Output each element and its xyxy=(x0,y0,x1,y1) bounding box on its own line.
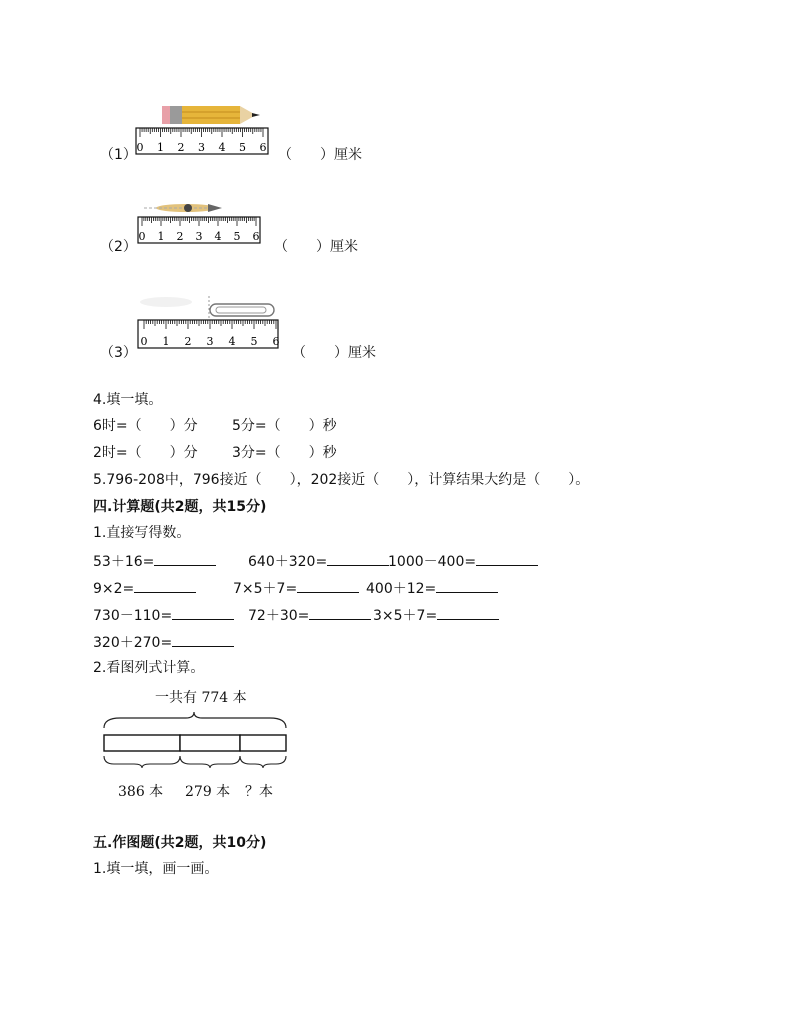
q5-text[interactable]: 5.796-208中，796接近（ ），202接近（ ），计算结果大约是（ ）。 xyxy=(93,472,590,488)
ruler-number: 2 xyxy=(184,335,192,348)
calc-row-2 xyxy=(93,578,196,598)
diagram-part-3: ？本 xyxy=(245,784,273,800)
ruler-number: 1 xyxy=(157,141,164,154)
diagram-part-1: 386 本 xyxy=(118,784,164,800)
ruler-number: 4 xyxy=(218,141,226,154)
calc-expr: 320＋270= xyxy=(93,635,173,651)
section-4-q2-title: 2.看图列式计算。 xyxy=(93,660,205,676)
bottom-brace xyxy=(240,756,286,768)
bar-diagram xyxy=(100,708,290,768)
pin-image xyxy=(144,204,222,212)
ruler xyxy=(138,320,280,348)
answer-blank[interactable] xyxy=(327,551,389,566)
answer-blank[interactable] xyxy=(154,551,216,566)
section-4-q1-title: 1.直接写得数。 xyxy=(93,525,191,541)
top-brace xyxy=(104,712,286,728)
item-1-answer[interactable]: （ ）厘米 xyxy=(278,147,362,163)
item-2-label: （2） xyxy=(100,239,137,255)
answer-blank[interactable] xyxy=(297,578,359,593)
bar-segment xyxy=(240,735,286,751)
answer-blank[interactable] xyxy=(134,578,196,593)
answer-blank[interactable] xyxy=(172,605,234,620)
ruler-number: 6 xyxy=(272,335,280,348)
calc-expr: 730－110= xyxy=(93,608,173,624)
answer-blank[interactable] xyxy=(476,551,538,566)
calc-expr: 1000－400= xyxy=(388,554,477,570)
calc-expr: 53＋16= xyxy=(93,554,155,570)
section-5-title: 五.作图题(共2题，共10分) xyxy=(93,835,267,851)
bottom-brace xyxy=(180,756,240,768)
ruler-number: 3 xyxy=(206,335,214,348)
bottom-brace xyxy=(104,756,180,768)
ruler-number: 5 xyxy=(233,230,241,243)
ruler xyxy=(138,217,260,243)
item-3-answer[interactable]: （ ）厘米 xyxy=(292,345,376,361)
ruler-number: 2 xyxy=(176,230,184,243)
ruler-number: 4 xyxy=(214,230,222,243)
item-2-answer[interactable]: （ ）厘米 xyxy=(274,239,358,255)
item-3-label: （3） xyxy=(100,345,137,361)
ruler-number: 3 xyxy=(198,141,205,154)
ruler xyxy=(136,128,268,154)
paperclip-ruler-figure xyxy=(136,292,282,354)
ruler-number: 5 xyxy=(250,335,258,348)
section-4-title: 四.计算题(共2题，共15分) xyxy=(93,499,267,515)
answer-blank[interactable] xyxy=(309,605,371,620)
q4-row1-a[interactable]: 6时=（ ）分 xyxy=(93,418,198,434)
bar-segment xyxy=(104,735,180,751)
ruler-number: 0 xyxy=(138,230,146,243)
ruler-number: 3 xyxy=(195,230,203,243)
diagram-part-2: 279 本 xyxy=(185,784,231,800)
calc-row-3 xyxy=(93,605,234,625)
item-1-label: （1） xyxy=(100,147,137,163)
ruler-number: 1 xyxy=(162,335,170,348)
calc-row-1 xyxy=(388,551,538,571)
calc-expr: 400＋12= xyxy=(366,581,437,597)
calc-expr: 3×5＋7= xyxy=(373,608,438,624)
section-5-q1-title: 1.填一填，画一画。 xyxy=(93,861,219,877)
answer-blank[interactable] xyxy=(172,632,234,647)
ruler-number: 1 xyxy=(157,230,165,243)
ruler-number: 6 xyxy=(252,230,260,243)
calc-expr: 640＋320= xyxy=(248,554,328,570)
calc-expr: 72＋30= xyxy=(248,608,310,624)
diagram-total-label: 一共有 774 本 xyxy=(155,690,247,706)
q4-row2-a[interactable]: 2时=（ ）分 xyxy=(93,445,198,461)
ruler-number: 0 xyxy=(140,335,148,348)
pin-ruler-figure xyxy=(136,195,264,247)
calc-row-2 xyxy=(366,578,498,598)
ruler-number: 5 xyxy=(239,141,246,154)
pencil-ruler-figure xyxy=(134,96,270,158)
calc-row-2 xyxy=(233,578,359,598)
pencil-image xyxy=(162,106,260,124)
bar-segment xyxy=(180,735,240,751)
calc-row-3 xyxy=(373,605,499,625)
q4-row2-b[interactable]: 3分=（ ）秒 xyxy=(232,445,337,461)
q4-title: 4.填一填。 xyxy=(93,392,163,408)
calc-expr: 9×2= xyxy=(93,581,135,597)
answer-blank[interactable] xyxy=(436,578,498,593)
answer-blank[interactable] xyxy=(437,605,499,620)
paperclip-image xyxy=(140,296,274,320)
ruler-number: 2 xyxy=(177,141,185,154)
calc-row-1 xyxy=(248,551,389,571)
calc-row-3 xyxy=(248,605,371,625)
ruler-number: 0 xyxy=(136,141,144,154)
calc-expr: 7×5＋7= xyxy=(233,581,298,597)
ruler-number: 6 xyxy=(259,141,267,154)
q4-row1-b[interactable]: 5分=（ ）秒 xyxy=(232,418,337,434)
ruler-number: 4 xyxy=(228,335,236,348)
calc-row-4 xyxy=(93,632,234,652)
calc-row-1 xyxy=(93,551,216,571)
